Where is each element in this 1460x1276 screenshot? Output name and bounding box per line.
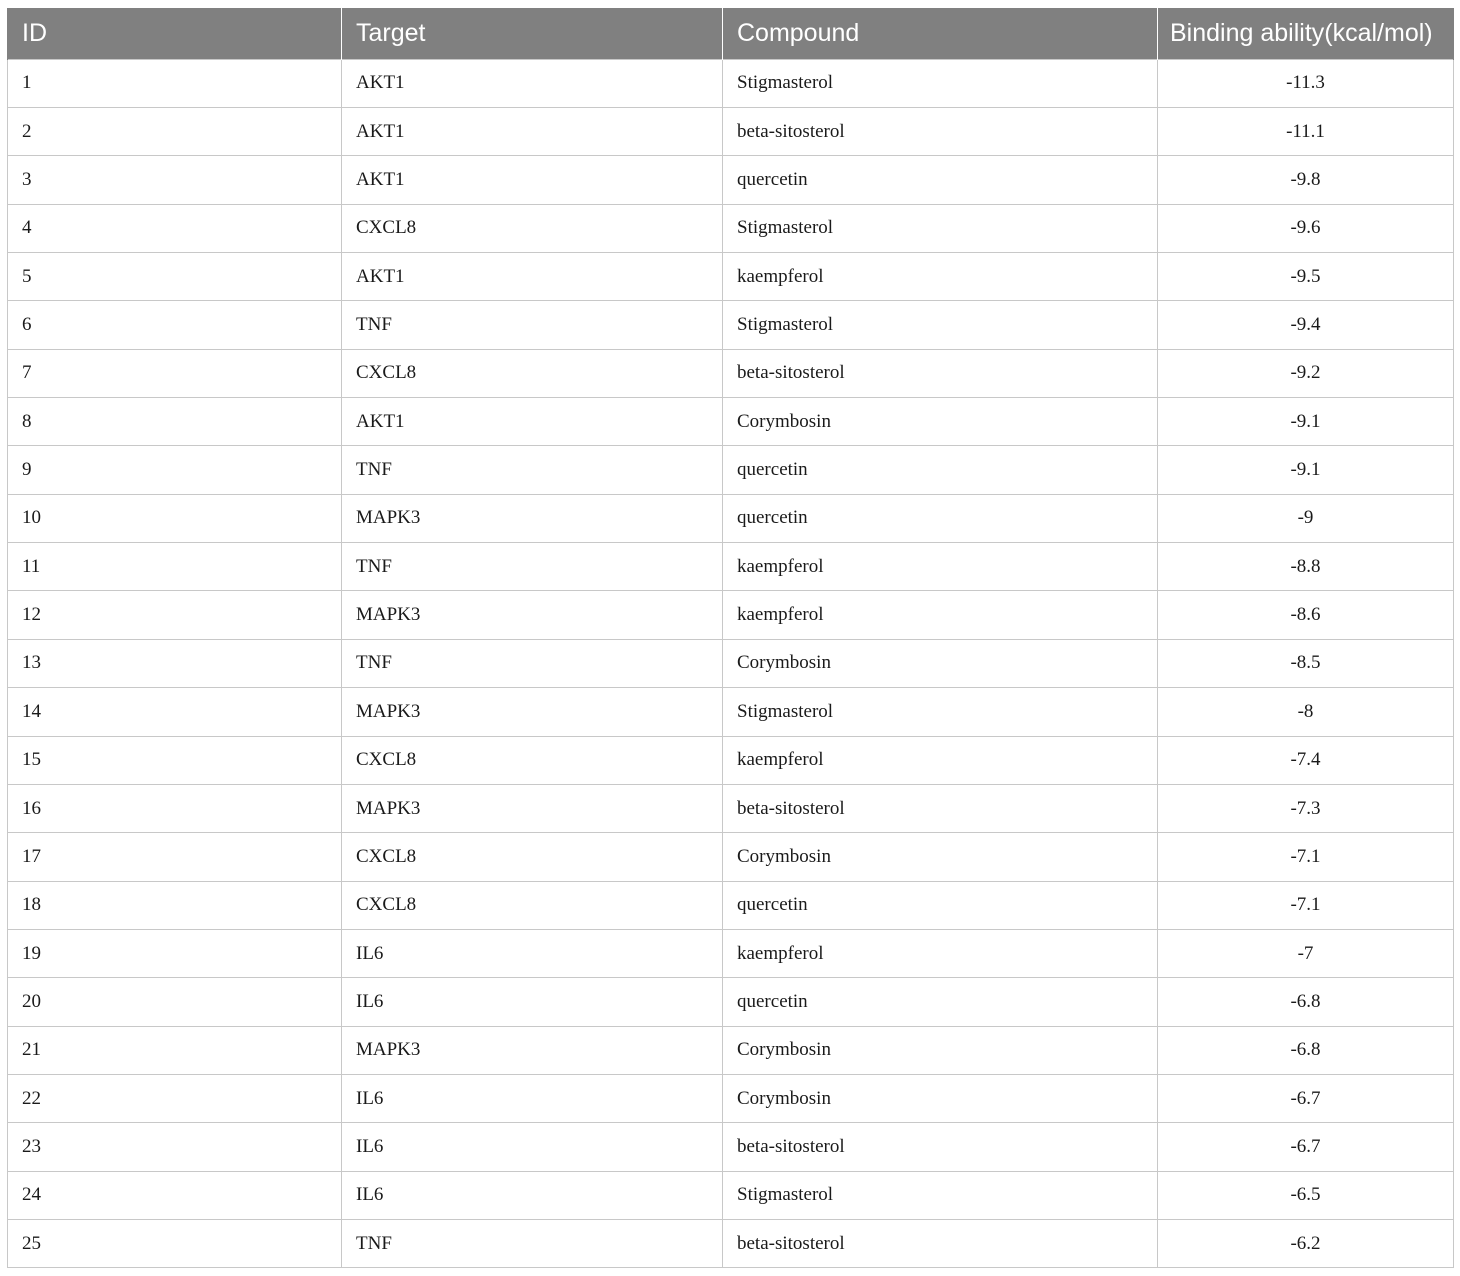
table-row bbox=[8, 591, 1454, 639]
cell-binding-ability: -6.8 bbox=[1158, 978, 1454, 1026]
cell-target: AKT1 bbox=[342, 107, 723, 155]
cell-binding-ability: -7.4 bbox=[1158, 736, 1454, 784]
cell-id: 24 bbox=[8, 1171, 342, 1219]
cell-compound: Stigmasterol bbox=[723, 301, 1158, 349]
table-row bbox=[8, 543, 1454, 591]
cell-target: MAPK3 bbox=[342, 688, 723, 736]
cell-id: 14 bbox=[8, 688, 342, 736]
cell-target: AKT1 bbox=[342, 398, 723, 446]
cell-compound: kaempferol bbox=[723, 929, 1158, 977]
cell-target: IL6 bbox=[342, 1123, 723, 1171]
cell-compound: Corymbosin bbox=[723, 398, 1158, 446]
cell-binding-ability: -11.1 bbox=[1158, 107, 1454, 155]
cell-target: MAPK3 bbox=[342, 591, 723, 639]
cell-binding-ability: -9.6 bbox=[1158, 204, 1454, 252]
cell-binding-ability: -11.3 bbox=[1158, 59, 1454, 107]
cell-id: 9 bbox=[8, 446, 342, 494]
cell-binding-ability: -6.2 bbox=[1158, 1220, 1454, 1268]
table-row bbox=[8, 59, 1454, 107]
table-row bbox=[8, 107, 1454, 155]
cell-binding-ability: -9.2 bbox=[1158, 349, 1454, 397]
cell-id: 15 bbox=[8, 736, 342, 784]
cell-compound: Stigmasterol bbox=[723, 204, 1158, 252]
cell-id: 21 bbox=[8, 1026, 342, 1074]
cell-compound: quercetin bbox=[723, 494, 1158, 542]
table-row bbox=[8, 446, 1454, 494]
table-row bbox=[8, 349, 1454, 397]
cell-id: 13 bbox=[8, 639, 342, 687]
cell-binding-ability: -9.1 bbox=[1158, 398, 1454, 446]
table-row bbox=[8, 929, 1454, 977]
cell-binding-ability: -8.8 bbox=[1158, 543, 1454, 591]
cell-binding-ability: -6.7 bbox=[1158, 1123, 1454, 1171]
cell-compound: beta-sitosterol bbox=[723, 1220, 1158, 1268]
cell-compound: quercetin bbox=[723, 978, 1158, 1026]
cell-target: AKT1 bbox=[342, 156, 723, 204]
cell-target: CXCL8 bbox=[342, 881, 723, 929]
table-row bbox=[8, 688, 1454, 736]
cell-compound: Corymbosin bbox=[723, 833, 1158, 881]
cell-compound: Stigmasterol bbox=[723, 59, 1158, 107]
cell-binding-ability: -7.3 bbox=[1158, 784, 1454, 832]
docking-table-container bbox=[7, 8, 1453, 1268]
cell-target: TNF bbox=[342, 446, 723, 494]
cell-id: 20 bbox=[8, 978, 342, 1026]
cell-target: TNF bbox=[342, 543, 723, 591]
cell-id: 8 bbox=[8, 398, 342, 446]
cell-id: 12 bbox=[8, 591, 342, 639]
cell-target: TNF bbox=[342, 301, 723, 349]
cell-id: 22 bbox=[8, 1075, 342, 1123]
cell-target: IL6 bbox=[342, 978, 723, 1026]
cell-target: CXCL8 bbox=[342, 736, 723, 784]
table-row bbox=[8, 1171, 1454, 1219]
cell-binding-ability: -7.1 bbox=[1158, 833, 1454, 881]
cell-compound: quercetin bbox=[723, 446, 1158, 494]
cell-compound: beta-sitosterol bbox=[723, 349, 1158, 397]
header-compound: Compound bbox=[723, 8, 1158, 59]
cell-compound: beta-sitosterol bbox=[723, 784, 1158, 832]
cell-compound: beta-sitosterol bbox=[723, 1123, 1158, 1171]
cell-id: 18 bbox=[8, 881, 342, 929]
cell-id: 19 bbox=[8, 929, 342, 977]
cell-compound: quercetin bbox=[723, 156, 1158, 204]
table-row bbox=[8, 833, 1454, 881]
cell-id: 5 bbox=[8, 252, 342, 300]
cell-target: AKT1 bbox=[342, 59, 723, 107]
header-row bbox=[8, 8, 1454, 59]
cell-id: 1 bbox=[8, 59, 342, 107]
cell-compound: kaempferol bbox=[723, 591, 1158, 639]
table-row bbox=[8, 204, 1454, 252]
cell-binding-ability: -9.4 bbox=[1158, 301, 1454, 349]
cell-compound: kaempferol bbox=[723, 736, 1158, 784]
table-header bbox=[8, 8, 1454, 59]
table-row bbox=[8, 1220, 1454, 1268]
header-binding-ability: Binding ability(kcal/mol) bbox=[1158, 8, 1454, 59]
table-body bbox=[8, 59, 1454, 1268]
cell-target: MAPK3 bbox=[342, 784, 723, 832]
cell-compound: Stigmasterol bbox=[723, 1171, 1158, 1219]
cell-target: AKT1 bbox=[342, 252, 723, 300]
table-row bbox=[8, 881, 1454, 929]
cell-compound: kaempferol bbox=[723, 543, 1158, 591]
cell-binding-ability: -8.6 bbox=[1158, 591, 1454, 639]
cell-id: 17 bbox=[8, 833, 342, 881]
cell-id: 2 bbox=[8, 107, 342, 155]
cell-compound: kaempferol bbox=[723, 252, 1158, 300]
cell-binding-ability: -7.1 bbox=[1158, 881, 1454, 929]
cell-binding-ability: -9.5 bbox=[1158, 252, 1454, 300]
cell-target: IL6 bbox=[342, 1075, 723, 1123]
cell-binding-ability: -7 bbox=[1158, 929, 1454, 977]
cell-binding-ability: -8 bbox=[1158, 688, 1454, 736]
table-row bbox=[8, 1123, 1454, 1171]
cell-id: 16 bbox=[8, 784, 342, 832]
cell-binding-ability: -8.5 bbox=[1158, 639, 1454, 687]
table-row bbox=[8, 1026, 1454, 1074]
cell-binding-ability: -6.7 bbox=[1158, 1075, 1454, 1123]
cell-compound: Corymbosin bbox=[723, 1075, 1158, 1123]
cell-target: IL6 bbox=[342, 1171, 723, 1219]
cell-compound: Corymbosin bbox=[723, 1026, 1158, 1074]
cell-target: IL6 bbox=[342, 929, 723, 977]
cell-compound: Corymbosin bbox=[723, 639, 1158, 687]
table-row bbox=[8, 494, 1454, 542]
table-row bbox=[8, 639, 1454, 687]
cell-target: MAPK3 bbox=[342, 494, 723, 542]
cell-target: CXCL8 bbox=[342, 204, 723, 252]
table-row bbox=[8, 398, 1454, 446]
cell-id: 11 bbox=[8, 543, 342, 591]
cell-compound: quercetin bbox=[723, 881, 1158, 929]
cell-id: 25 bbox=[8, 1220, 342, 1268]
cell-binding-ability: -9.1 bbox=[1158, 446, 1454, 494]
table-row bbox=[8, 1075, 1454, 1123]
cell-compound: beta-sitosterol bbox=[723, 107, 1158, 155]
cell-target: CXCL8 bbox=[342, 349, 723, 397]
cell-binding-ability: -9 bbox=[1158, 494, 1454, 542]
cell-id: 7 bbox=[8, 349, 342, 397]
cell-compound: Stigmasterol bbox=[723, 688, 1158, 736]
docking-table bbox=[7, 8, 1454, 1268]
cell-id: 3 bbox=[8, 156, 342, 204]
cell-target: CXCL8 bbox=[342, 833, 723, 881]
cell-id: 10 bbox=[8, 494, 342, 542]
cell-target: MAPK3 bbox=[342, 1026, 723, 1074]
cell-id: 23 bbox=[8, 1123, 342, 1171]
table-row bbox=[8, 784, 1454, 832]
cell-binding-ability: -6.5 bbox=[1158, 1171, 1454, 1219]
table-row bbox=[8, 156, 1454, 204]
cell-target: TNF bbox=[342, 1220, 723, 1268]
table-row bbox=[8, 252, 1454, 300]
cell-binding-ability: -6.8 bbox=[1158, 1026, 1454, 1074]
table-row bbox=[8, 301, 1454, 349]
header-id: ID bbox=[8, 8, 342, 59]
cell-id: 4 bbox=[8, 204, 342, 252]
table-row bbox=[8, 978, 1454, 1026]
cell-binding-ability: -9.8 bbox=[1158, 156, 1454, 204]
header-target: Target bbox=[342, 8, 723, 59]
table-row bbox=[8, 736, 1454, 784]
cell-id: 6 bbox=[8, 301, 342, 349]
cell-target: TNF bbox=[342, 639, 723, 687]
